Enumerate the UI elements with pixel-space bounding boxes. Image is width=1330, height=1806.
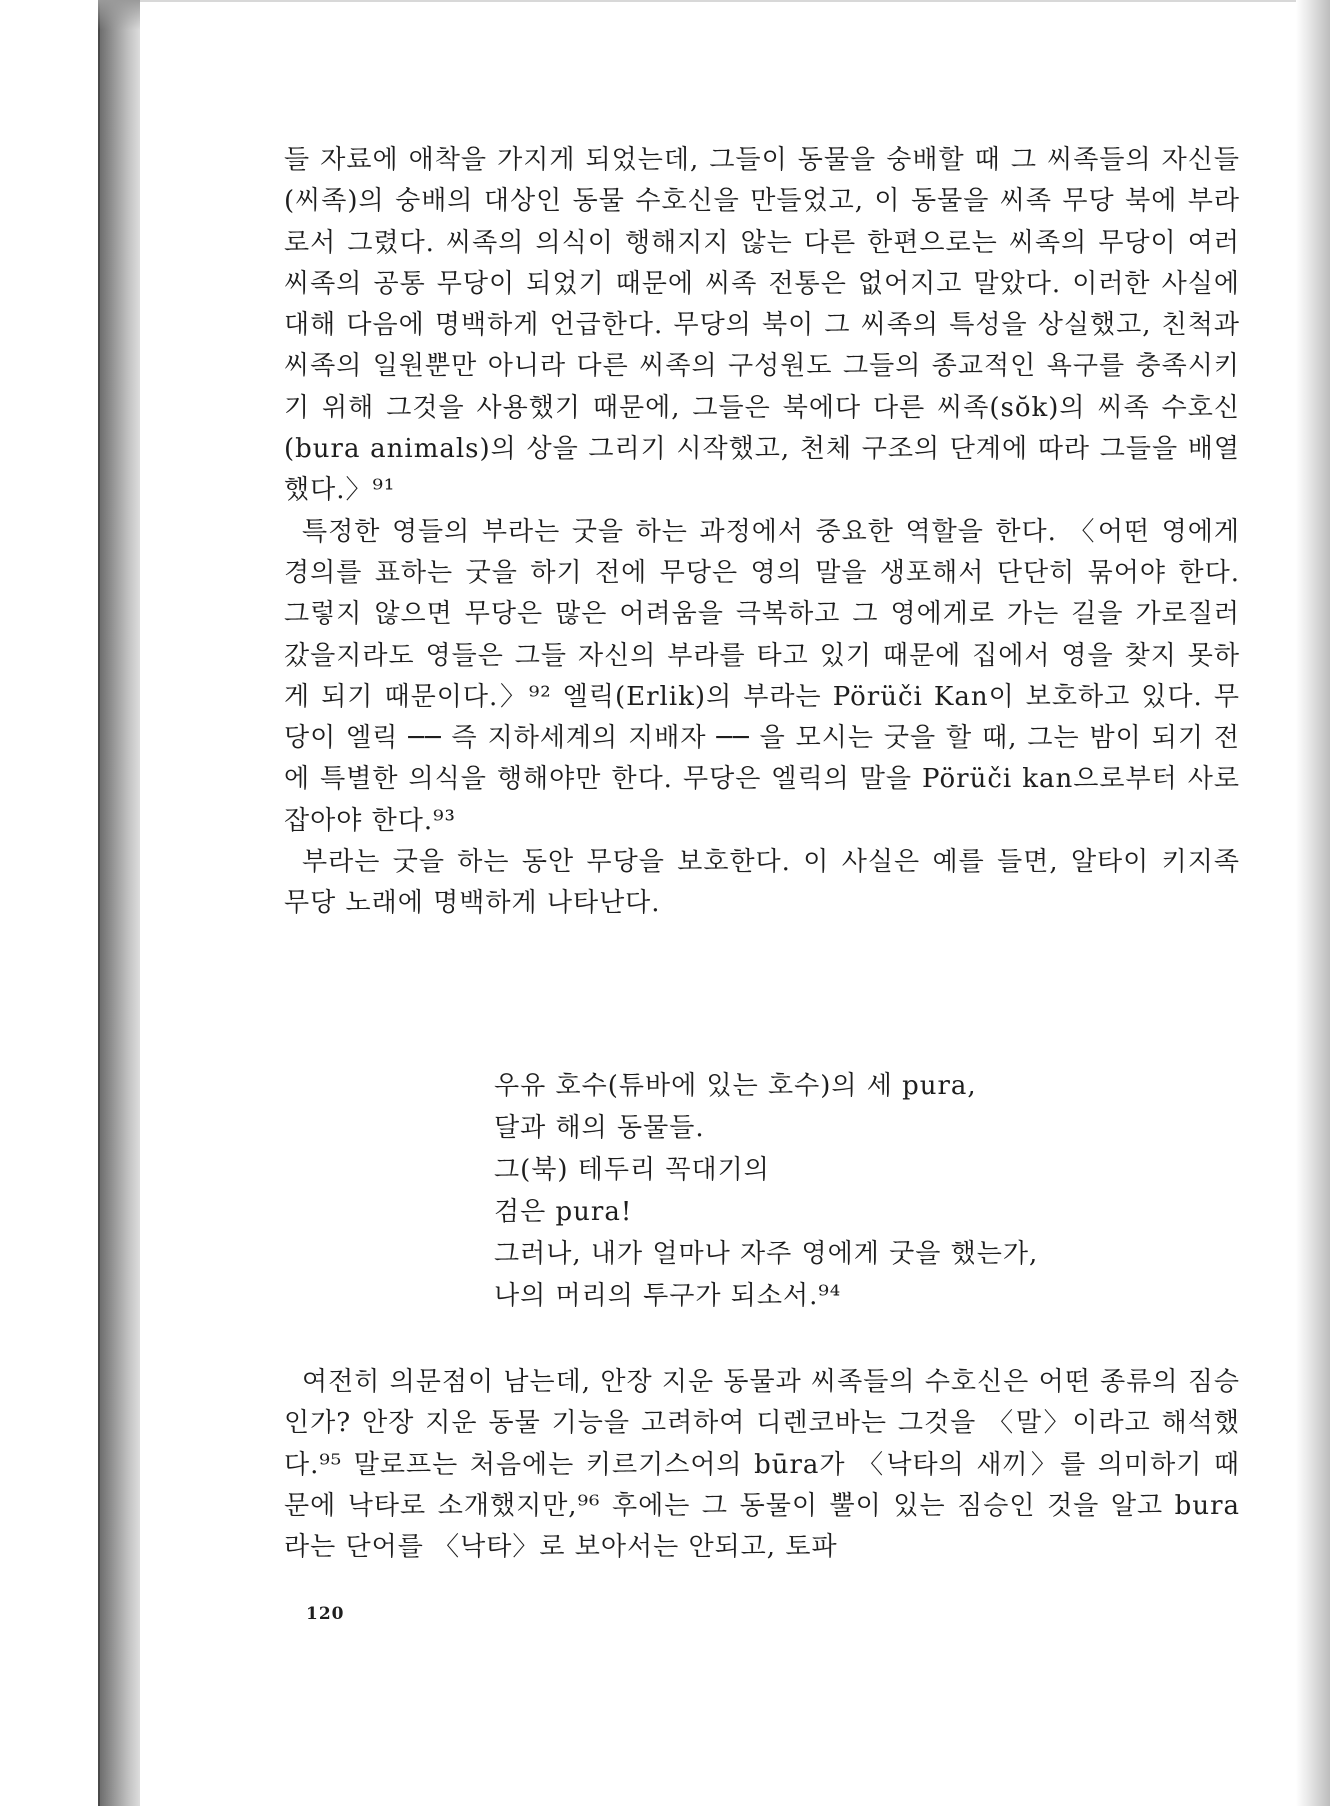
- page-right-shadow: [1296, 0, 1330, 1806]
- page-number: 120: [306, 1604, 345, 1624]
- main-text-bottom: [284, 1362, 1240, 1568]
- poem-line: 나의 머리의 투구가 되소서.⁹⁴: [494, 1281, 842, 1311]
- poem-block: [494, 1065, 1194, 1317]
- poem-line: 그(북) 테두리 꼭대기의: [494, 1155, 770, 1185]
- poem-line: 달과 해의 동물들.: [494, 1113, 705, 1143]
- book-spine-edge: [98, 0, 142, 1806]
- paragraph-4: 여전히 의문점이 남는데, 안장 지운 동물과 씨족들의 수호신은 어떤 종류의 짐승인가? 안장 지운 동물 기능을 고려하여 디렌코바는 그것을 〈말〉이라고 해석했다.⁹⁵ 말로프는 처음에는 키르기스어의 būra가 〈낙타의 새끼〉를 의미하기 때문에 낙타로 소개했지만,⁹⁶ 후에는 그 동물이 뿔이 있는 짐승인 것을 알고 bura라는 단어를 〈낙타〉로 보아서는 안되고, 토파: [284, 1367, 1240, 1563]
- poem-line: 우유 호수(튜바에 있는 호수)의 세 pura,: [494, 1071, 977, 1101]
- poem-line: 검은 pura!: [494, 1197, 633, 1227]
- poem-line: 그러나, 내가 얼마나 자주 영에게 굿을 했는가,: [494, 1239, 1039, 1269]
- paragraph-1: 들 자료에 애착을 가지게 되었는데, 그들이 동물을 숭배할 때 그 씨족들의 자신들(씨족)의 숭배의 대상인 동물 수호신을 만들었고, 이 동물을 씨족 무당 북에 부라로서 그렸다. 씨족의 의식이 행해지지 않는 다른 한편으로는 씨족의 무당이 여러 씨족의 공통 무당이 되었기 때문에 씨족 전통은 없어지고 말았다. 이러한 사실에 대해 다음에 명백하게 언급한다. 무당의 북이 그 씨족의 특성을 상실했고, 친척과 씨족의 일원뿐만 아니라 다른 씨족의 구성원도 그들의 종교적인 욕구를 충족시키기 위해 그것을 사용했기 때문에, 그들은 북에다 다른 씨족(sŏk)의 씨족 수호신(bura animals)의 상을 그리기 시작했고, 천체 구조의 단계에 따라 그들을 배열했다.〉⁹¹: [284, 145, 1240, 506]
- paragraph-3: 부라는 굿을 하는 동안 무당을 보호한다. 이 사실은 예를 들면, 알타이 키지족 무당 노래에 명백하게 나타난다.: [284, 847, 1240, 919]
- book-edge-shade: [98, 0, 142, 30]
- main-text-top: [284, 140, 1240, 925]
- paragraph-2: 특정한 영들의 부라는 굿을 하는 과정에서 중요한 역할을 한다. 〈어떤 영에게 경의를 표하는 굿을 하기 전에 무당은 영의 말을 생포해서 단단히 묶어야 한다. 그렇지 않으면 무당은 많은 어려움을 극복하고 그 영에게로 가는 길을 가로질러 갔을지라도 영들은 그들 자신의 부라를 타고 있기 때문에 집에서 영을 찾지 못하게 되기 때문이다.〉⁹² 엘릭(Erlik)의 부라는 Pörüči Kan이 보호하고 있다. 무당이 엘릭 ── 즉 지하세계의 지배자 ── 을 모시는 굿을 할 때, 그는 밤이 되기 전에 특별한 의식을 행해야만 한다. 무당은 엘릭의 말을 Pörüči kan으로부터 사로잡아야 한다.⁹³: [284, 516, 1240, 836]
